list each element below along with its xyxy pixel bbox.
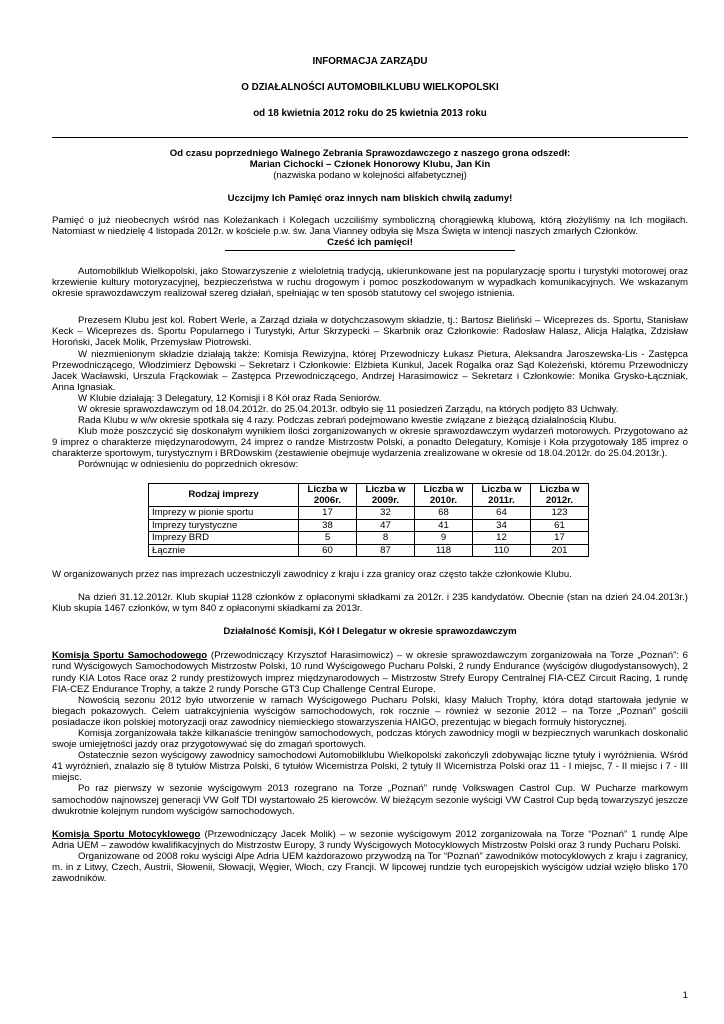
memorial-honor: Cześć ich pamięci! (327, 236, 413, 248)
comparison-intro: Porównując w odniesieniu do poprzednich okresów: (78, 459, 299, 471)
participants-paragraph: W organizowanych przez nas imprezach uczestniczyli zawodnicy z kraju i zza granicy oraz często także członkowie Klubu. (52, 568, 572, 580)
table-cell: 17 (299, 507, 357, 519)
events-paragraph: Klub może poszczycić się doskonałym wynikiem ilości zorganizowanych w okresie sprawozdawczym wydarzeń motorowych. Przygotowano aż 9 imprez o charakterze międzynarodowym, 24 imprez o randze Mistrzostw Polski, a ponadto Delegatury, Komisje i Koła przygotowały 185 imprez o charakterze sportowym, turystycznym i BRDowskim (zestawienie obejmuje wydarzenia zrealizowane w okresie od 18.04.2012r. do 25.04.2013r.). (52, 426, 688, 460)
section-heading: Działalność Komisji, Kół I Delegatur w okresie sprawozdawczym (223, 626, 517, 638)
committees-paragraph: W niezmienionym składzie działają także: Komisja Rewizyjna, której Przewodniczy Łukasz Pietura, Aleksandra Jaroszewska-Lis - Zastępca Przewodniczącego, Włodzimierz Dębowski – Sekretarz i Członkowie: Elżbieta Kunkul, Jacek Rogalka oraz Sąd Koleżeński, któremu Przewodniczy Jacek Wacławski, Urszula Frąckowiak – Zastępca Przewodniczącego, Andrzej Harasimowicz – Sekretarz i Członkowie: Monika Grysko-Łączniak, Anna Ignasiak. (52, 348, 688, 393)
table-header-cell: Liczba w 2010r. (415, 483, 473, 507)
intro-paragraph: Automobilklub Wielkopolski, jako Stowarzyszenie z wieloletnią tradycją, ukierunkowane jest na popularyzację sportu i turystyki motorowej oraz krzewienie kultury motoryzacyjnej, bezpieczeństwa w ruchu drogowym i pomoc poszkodowanym w wypadkach komunikacyjnych. We wskazanym okresie sprawozdawczym realizował szereg działań, spełniając w ten sposób statutowy cel swojego istnienia. (52, 265, 688, 300)
table-cell: 41 (415, 519, 473, 531)
table-cell: 32 (357, 507, 415, 519)
table-cell: 9 (415, 532, 473, 544)
table-cell: Imprezy BRD (149, 532, 299, 544)
report-subtitle: O DZIAŁALNOŚCI AUTOMOBILKLUBU WIELKOPOLSKI (241, 82, 499, 94)
table-cell: 87 (357, 544, 415, 556)
divider (52, 137, 688, 138)
table-row (149, 532, 589, 544)
moto-commission-text: (Przewodniczący Jacek Molik) – w sezonie wyścigowym 2012 zorganizowała na Torze “Poznań” 1 rundę Alpe Adria UEM – zawodów kwalifikacyjnych do Mistrzostw Europy, 3 rundy Wyścigowych Motocyklowych Mistrzostw Polski oraz 3 rundy Pucharu Polski. (52, 828, 688, 851)
separator-line (225, 250, 515, 251)
memorial-intro: Od czasu poprzedniego Walnego Zebrania Sprawozdawczego z naszego grona odszedł: (169, 148, 571, 160)
table-row (149, 544, 589, 556)
council-paragraph: Rada Klubu w w/w okresie spotkała się 4 razy. Podczas zebrań podejmowano kwestie związane z bieżącą działalnością Klubu. (78, 415, 617, 427)
table-cell: 5 (299, 532, 357, 544)
table-cell: 47 (357, 519, 415, 531)
table-header-row (149, 483, 589, 507)
table-row (149, 507, 589, 519)
table-cell: 110 (473, 544, 531, 556)
car-commission-paragraph-5: Po raz pierwszy w sezonie wyścigowym 2013 rozegrano na Torze „Poznań” rundę Volkswagen Castrol Cup. W Pucharze markowym samochodów najnowszej generacji VW Golf TDI wystartowało 25 kierowców. W bieżącym sezonie wyścigi VW Castrol Cup będą towarzyszyć jeszcze dwukrotnie kolejnym rundom wyścigów samochodowych. (52, 783, 688, 817)
table-cell: 8 (357, 532, 415, 544)
moto-commission-name: Komisja Sportu Motocyklowego (52, 828, 201, 840)
table-cell: Imprezy turystyczne (149, 519, 299, 531)
table-cell: 60 (299, 544, 357, 556)
structure-paragraph: W Klubie działają: 3 Delegatury, 12 Komisji i 8 Kół oraz Rada Seniorów. (78, 392, 382, 404)
moto-commission-paragraph-2: Organizowane od 2008 roku wyścigi Alpe Adria UEM każdorazowo przywodzą na Tor “Poznań” zawodników motocyklowych z kraju i zagranicy, m. in z Litwy, Czech, Austrii, Słowenii, Słowacji, Węgier, Włoch, czy Francji. W lipcowej rundzie tych europejskich wyścigów udział wzięło blisko 170 zawodników. (52, 850, 688, 885)
page-number: 1 (682, 990, 688, 1001)
table-header-cell: Liczba w 2009r. (357, 483, 415, 507)
car-commission-paragraph-3: Komisja zorganizowała także kilkanaście treningów samochodowych, podczas których zawodnicy mogli w bezpiecznych warunkach doskonalić swoje umiejętności jazdy oraz przygotowywać się do zmagań sportowych. (52, 728, 688, 751)
report-title: INFORMACJA ZARZĄDU (312, 56, 428, 67)
table-row (149, 519, 589, 531)
table-cell: Imprezy w pionie sportu (149, 507, 299, 519)
memorial-note: (nazwiska podano w kolejności alfabetycznej) (273, 170, 467, 182)
table-cell: 123 (531, 507, 589, 519)
events-table (148, 483, 589, 557)
car-commission-text: (Przewodniczący Krzysztof Harasimowicz) – w okresie sprawozdawczym zorganizowała na Torze „Poznań”: 6 rund Wyścigowych Samochodowych Mistrzostw Polski, 10 rund Wyścigowego Pucharu Polski, 2 rundy Endurance (wyścigów długodystansowych), 2 rundy KIA Lotos Race oraz 2 rundy prestiżowych imprez międzynarodowych – Mistrzostw Strefy Europy Centralnej FIA-CEZ Circuit Racing, 1 rundę FIA-CEZ Endurance Trophy, a także 2 rundy Porsche GT3 Cup Challenge Central Europe. (52, 650, 688, 695)
table-header-cell: Liczba w 2012r. (531, 483, 589, 507)
report-period: od 18 kwietnia 2012 roku do 25 kwietnia 2013 roku (253, 108, 487, 120)
car-commission-paragraph-4: Ostatecznie sezon wyścigowy zawodnicy samochodowi Automobilklubu Wielkopolski zakończyli zdobywając liczne tytuły i wyróżnienia. Wśród 41 wyróżnień, znalazło się 8 tytułów Mistrza Polski, 6 tytułów Wicemistrza Polski, 2 tytuły II Wicemistrza Polski oraz 11 - I miejsc, 7 - II miejsc i 7 - III miejsc. (52, 750, 688, 784)
members-paragraph: Na dzień 31.12.2012r. Klub skupiał 1128 członków z opłaconymi składkami za 2012r. i 235 kandydatów. Obecnie (stan na dzień 24.04.2013r.) Klub skupia 1467 członków, w tym 840 z opłaconymi składkami za 2013r. (52, 592, 688, 615)
car-commission-paragraph (52, 650, 688, 694)
memorial-call: Uczcijmy Ich Pamięć oraz innych nam bliskich chwilą zadumy! (227, 192, 513, 204)
table-cell: 64 (473, 507, 531, 519)
car-commission-name: Komisja Sportu Samochodowego (52, 650, 208, 662)
table-header-cell: Liczba w 2011r. (473, 483, 531, 507)
meetings-paragraph: W okresie sprawozdawczym od 18.04.2012r. do 25.04.2013r. odbyło się 11 posiedzeń Zarządu, na których podjęto 83 Uchwały. (78, 403, 619, 415)
board-paragraph: Prezesem Klubu jest kol. Robert Werle, a Zarząd działa w dotychczasowym składzie, tj.: Bartosz Bieliński – Wiceprezes ds. Sportu, Stanisław Keck – Wiceprezes ds. Sportu Popularnego i Turystyki, Artur Skrzypecki – Skarbnik oraz Członkowie: Radosław Halasz, Alicja Halątka, Zdzisław Horoński, Jacek Molik, Przemysław Piotrowski. (52, 315, 688, 349)
table-cell: 34 (473, 519, 531, 531)
table-cell: 38 (299, 519, 357, 531)
table-cell: 61 (531, 519, 589, 531)
table-header-cell: Liczba w 2006r. (299, 483, 357, 507)
document-page (52, 48, 688, 884)
moto-commission-paragraph (52, 829, 688, 851)
memorial-names: Marian Cichocki – Członek Honorowy Klubu, Jan Kin (249, 159, 491, 171)
table-cell: 201 (531, 544, 589, 556)
table-cell: 17 (531, 532, 589, 544)
table-cell: Łącznie (149, 544, 299, 556)
car-commission-paragraph-2: Nowością sezonu 2012 było utworzenie w ramach Wyścigowego Pucharu Polski, klasy Maluch Trophy, która dotąd startowała jedynie w biegach pokazowych. Celem uatrakcyjnienia wyścigów samochodowych, rok rocznie – również w sezonie 2012 – na Torze „Poznań” gościli posiadacze ikon polskiej motoryzacji oraz zawodnicy niemieckiego stowarzyszenia HAIGO, prezentując w biegach formuły historycznej. (52, 694, 688, 728)
table-header-cell: Rodzaj imprezy (149, 483, 299, 507)
table-cell: 12 (473, 532, 531, 544)
table-cell: 118 (415, 544, 473, 556)
table-cell: 68 (415, 507, 473, 519)
memorial-paragraph: Pamięć o już nieobecnych wśród nas Koleżankach i Kolegach uczciliśmy symboliczną chorągiewką klubową, którą złożyliśmy na Ich mogiłach. Natomiast w niedzielę 4 listopada 2012r. w kościele p.w. św. Jana Vianney odbyła się Msza Święta w intencji naszych zmarłych Członków. (52, 214, 688, 237)
